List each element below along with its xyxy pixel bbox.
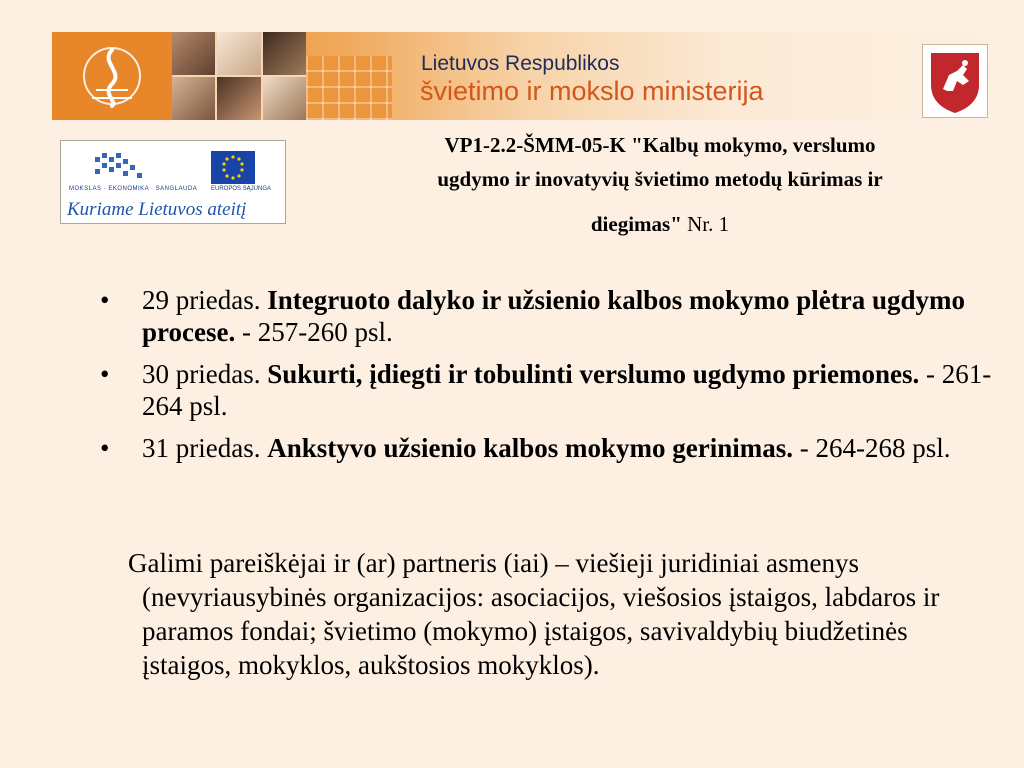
annex-pages: - 264-268 psl. [793, 433, 951, 463]
bullet-icon: • [100, 359, 110, 389]
eu-logo-tagline: MOKSLAS · EKONOMIKA · SANGLAUDA [69, 186, 198, 192]
title-line-3 [320, 196, 1000, 252]
eu-logo-slogan: Kuriame Lietuvos ateitį [67, 199, 247, 220]
eu-funding-logo [60, 140, 286, 224]
dotted-map-icon [91, 151, 151, 185]
bullet-icon: • [100, 433, 110, 463]
ministry-name-line2: švietimo ir mokslo ministerija [420, 76, 764, 106]
annex-title: Ankstyvo užsienio kalbos mokymo gerinimas. [267, 433, 794, 463]
header-photo-collage [172, 32, 306, 120]
list-item [98, 284, 998, 348]
annex-number: 30 priedas. [142, 359, 268, 389]
list-item [98, 432, 998, 464]
ministry-name-line1: Lietuvos Respublikos [421, 52, 620, 75]
annex-pages: - 257-260 psl. [235, 317, 393, 347]
annex-title: Sukurti, įdiegti ir tobulinti verslumo ugdymo priemones. [267, 359, 920, 389]
title-line-1: VP1-2.2-ŠMM-05-K "Kalbų mokymo, verslumo [444, 133, 876, 157]
eu-flag-icon [211, 151, 255, 184]
header-pattern [306, 56, 392, 120]
title-line-2: ugdymo ir inovatyvių švietimo metodų kūrimas ir [437, 167, 883, 191]
slide-title [320, 128, 1000, 252]
annex-number: 29 priedas. [142, 285, 268, 315]
title-number: Nr. 1 [681, 212, 730, 236]
annex-list [98, 284, 998, 474]
bullet-icon: • [100, 285, 110, 315]
applicants-paragraph: Galimi pareiškėjai ir (ar) partneris (iai) – viešieji juridiniai asmenys (nevyriausybinės organizacijos: asociacijos, viešosios įstaigos, labdaros ir paramos fondai; švietimo (mokymo) įstaigos, savivaldybių biudžetinės įstaigos, mokyklos, aukštosios mokyklos). [128, 548, 940, 680]
title-line-3-bold: diegimas" [590, 212, 682, 236]
ministry-logo-icon [52, 32, 172, 120]
annex-number: 31 priedas. [142, 433, 268, 463]
list-item [98, 358, 998, 422]
eu-flag-label: EUROPOS SĄJUNGA [211, 186, 272, 192]
annex-title: Integruoto dalyko ir užsienio kalbos mokymo plėtra ugdymo procese. [142, 285, 966, 347]
coat-of-arms-icon [922, 44, 988, 118]
annex-pages: - 261-264 psl. [142, 359, 992, 421]
